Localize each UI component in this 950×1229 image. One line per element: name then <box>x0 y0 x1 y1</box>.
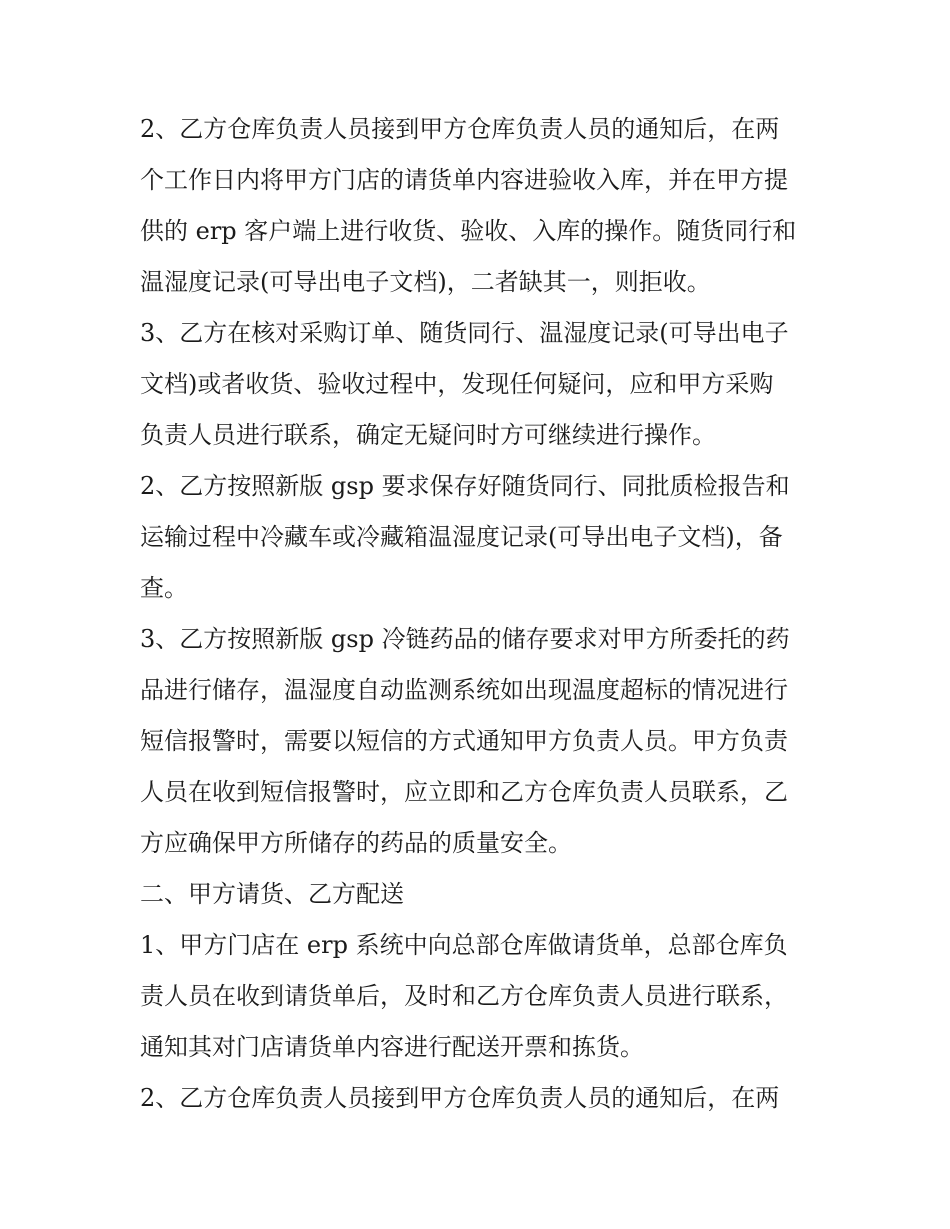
text-line: 个工作日内将甲方门店的请货单内容进验收入库，并在甲方提 <box>140 166 788 194</box>
text-line: 责人员在收到请货单后，及时和乙方仓库负责人员进行联系， <box>140 982 788 1010</box>
text-line: 短信报警时，需要以短信的方式通知甲方负责人员。甲方负责 <box>140 727 788 755</box>
text-line: 运输过程中冷藏车或冷藏箱温湿度记录(可导出电子文档)，备 <box>140 523 783 551</box>
text-line: 方应确保甲方所储存的药品的质量安全。 <box>140 829 572 857</box>
paragraph-store-requisition <box>140 920 820 1073</box>
text-line: 2、乙方按照新版 gsp 要求保存好随货同行、同批质检报告和 <box>140 472 790 500</box>
text-line: 3、乙方按照新版 gsp 冷链药品的储存要求对甲方所委托的药 <box>140 625 790 653</box>
section-heading <box>140 869 820 920</box>
text-line: 品进行储存，温湿度自动监测系统如出现温度超标的情况进行 <box>140 676 788 704</box>
paragraph-record-keeping <box>140 461 820 614</box>
text-line: 文档)或者收货、验收过程中，发现任何疑问，应和甲方采购 <box>140 370 774 398</box>
text-line: 2、乙方仓库负责人员接到甲方仓库负责人员的通知后，在两 <box>140 1084 780 1112</box>
text-line: 负责人员进行联系，确定无疑问时方可继续进行操作。 <box>140 421 716 449</box>
section-heading-text: 二、甲方请货、乙方配送 <box>140 880 404 908</box>
paragraph-cold-chain-storage <box>140 614 820 869</box>
text-line: 查。 <box>140 574 188 602</box>
text-line: 人员在收到短信报警时，应立即和乙方仓库负责人员联系，乙 <box>140 778 788 806</box>
text-line: 温湿度记录(可导出电子文档)，二者缺其一，则拒收。 <box>140 268 711 296</box>
text-line: 3、乙方在核对采购订单、随货同行、温湿度记录(可导出电子 <box>140 319 789 347</box>
document-body <box>140 104 820 1124</box>
paragraph-verification-doubts <box>140 308 820 461</box>
paragraph-receiving-inspection <box>140 104 820 308</box>
text-line: 通知其对门店请货单内容进行配送开票和拣货。 <box>140 1033 644 1061</box>
text-line: 2、乙方仓库负责人员接到甲方仓库负责人员的通知后，在两 <box>140 115 780 143</box>
paragraph-warehouse-notification <box>140 1073 820 1124</box>
text-line: 供的 erp 客户端上进行收货、验收、入库的操作。随货同行和 <box>140 217 797 245</box>
text-line: 1、甲方门店在 erp 系统中向总部仓库做请货单，总部仓库负 <box>140 931 788 959</box>
